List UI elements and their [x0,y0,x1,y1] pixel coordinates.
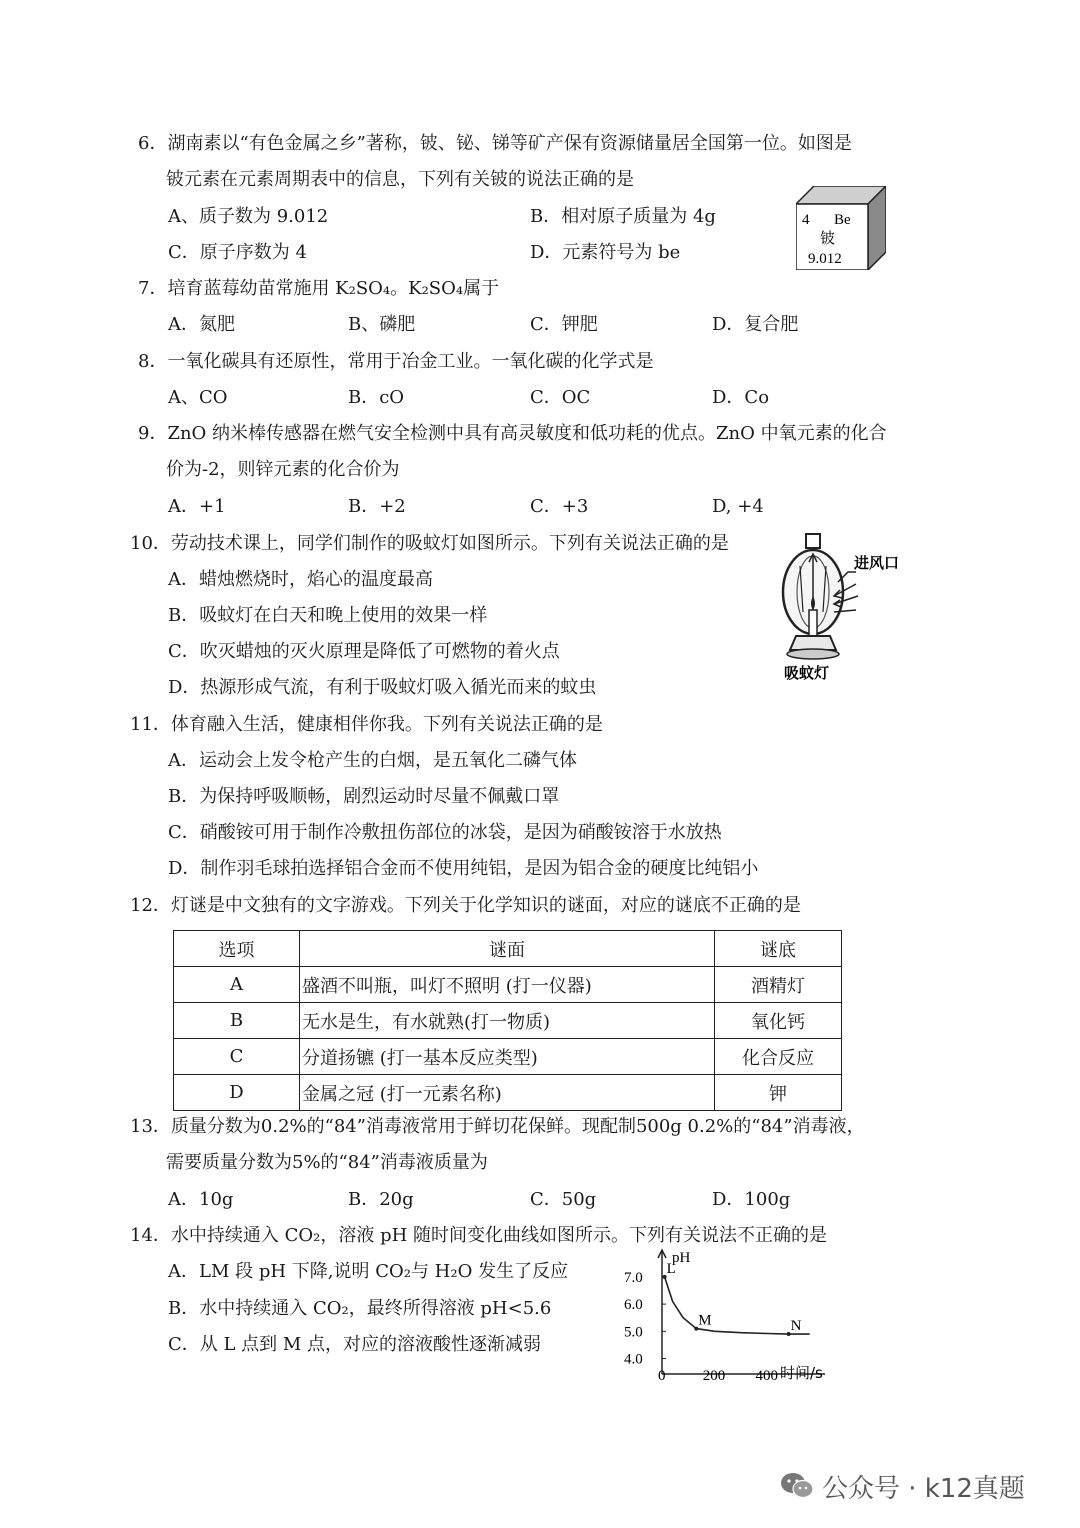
x-tick-label: 0 [658,1368,666,1384]
table-row [174,1003,842,1039]
point-label: M [698,1312,712,1329]
point-label: L [666,1260,676,1277]
q9-option-d: D, +4 [712,496,764,517]
q10-option-c: C．吹灭蜡烛的灭火原理是降低了可燃物的着火点 [168,641,560,662]
q14-option-c: C．从 L 点到 M 点，对应的溶液酸性逐渐减弱 [168,1334,542,1355]
table-cell: 化合反应 [715,1039,842,1075]
q9-stem-line2: 价为-2，则锌元素的化合价为 [166,459,400,480]
table-header: 谜面 [300,931,715,967]
table-header: 选项 [174,931,300,967]
q9-option-b: B．+2 [348,496,406,517]
table-cell: 无水是生，有水就熟(打一物质) [300,1003,715,1039]
table-cell: 氧化钙 [715,1003,842,1039]
lamp-caption: 吸蚊灯 [784,664,830,682]
q11-option-d: D．制作羽毛球拍选择铝合金而不使用纯铝，是因为铝合金的硬度比纯铝小 [168,858,759,879]
q11-option-c: C．硝酸铵可用于制作冷敷扭伤部位的冰袋，是因为硝酸铵溶于水放热 [168,822,722,843]
q14-option-b: B．水中持续通入 CO₂，最终所得溶液 pH<5.6 [168,1298,552,1319]
table-cell: 钾 [715,1075,842,1111]
table-row [174,1039,842,1075]
table-cell: 金属之冠 (打一元素名称) [300,1075,715,1111]
q8-stem: 8．一氧化碳具有还原性，常用于冶金工业。一氧化碳的化学式是 [138,351,654,372]
q9-stem-line1: 9．ZnO 纳米棒传感器在燃气安全检测中具有高灵敏度和低功耗的优点。ZnO 中氧元素的化合 [138,423,887,444]
element-name: 铍 [820,229,836,247]
q14-stem: 14．水中持续通入 CO₂，溶液 pH 随时间变化曲线如图所示。下列有关说法不正确的是 [130,1225,828,1246]
table-cell: A [174,967,300,1003]
q10-stem: 10．劳动技术课上，同学们制作的吸蚊灯如图所示。下列有关说法正确的是 [130,533,729,554]
table-cell: 盛酒不叫瓶，叫灯不照明 (打一仪器) [300,967,715,1003]
ph-curve [662,1277,810,1334]
q8-option-d: D．Co [712,387,770,408]
q9-option-c: C．+3 [530,496,589,517]
q12-stem: 12．灯谜是中文独有的文字游戏。下列关于化学知识的谜面，对应的谜底不正确的是 [130,895,801,916]
q11-stem: 11．体育融入生活，健康相伴你我。下列有关说法正确的是 [130,714,603,735]
q11-option-b: B．为保持呼吸顺畅，剧烈运动时尽量不佩戴口罩 [168,786,560,807]
q13-stem-line1: 13．质量分数为0.2%的“84”消毒液常用于鲜切花保鲜。现配制500g 0.2%的“84”消毒液， [130,1116,865,1137]
y-tick-label: 7.0 [624,1269,643,1286]
q13-option-d: D．100g [712,1189,791,1210]
y-tick-label: 4.0 [624,1351,643,1368]
table-header-row [174,931,842,967]
q7-option-b: B、磷肥 [348,314,416,335]
point-label: N [790,1318,802,1335]
element-mass: 9.012 [808,251,842,267]
q13-option-b: B．20g [348,1189,414,1210]
q6-option-d: D．元素符号为 be [530,242,681,263]
y-tick-label: 5.0 [624,1324,643,1341]
q7-option-d: D．复合肥 [712,314,799,335]
q10-option-b: B．吸蚊灯在白天和晚上使用的效果一样 [168,605,488,626]
mosquito-lamp-figure [776,532,916,682]
riddle-table [173,930,842,1111]
x-tick-label: 400 [755,1368,779,1384]
q13-stem-line2: 需要质量分数为5%的“84”消毒液质量为 [166,1152,488,1173]
watermark-text: 公众号 · k12真题 [822,1473,1025,1504]
q9-option-a: A．+1 [168,496,226,517]
q8-option-a: A、CO [168,387,228,408]
chart-ylabel: pH [672,1250,691,1266]
q6-option-b: B．相对原子质量为 4g [530,206,716,227]
table-row [174,1075,842,1111]
q6-stem-line1: 6．湖南素以“有色金属之乡”著称，铍、铋、锑等矿产保有资源储量居全国第一位。如图是 [138,133,852,154]
q11-option-a: A．运动会上发令枪产生的白烟，是五氧化二磷气体 [168,750,577,771]
q14-option-a: A．LM 段 pH 下降,说明 CO₂与 H₂O 发生了反应 [168,1261,569,1282]
wechat-icon [780,1471,814,1501]
x-tick-label: 200 [702,1368,726,1384]
table-cell: C [174,1039,300,1075]
table-cell: D [174,1075,300,1111]
chart-xlabel: 时间/s [780,1364,823,1382]
q13-option-c: C．50g [530,1189,597,1210]
watermark [780,1464,1025,1508]
q13-option-a: A．10g [168,1189,234,1210]
table-cell: B [174,1003,300,1039]
q6-stem-line2: 铍元素在元素周期表中的信息，下列有关铍的说法正确的是 [166,169,634,190]
q8-option-b: B．cO [348,387,405,408]
y-tick-label: 6.0 [624,1297,643,1314]
lamp-inlet-label: 进风口 [854,554,900,572]
ph-time-chart [620,1248,840,1386]
q6-option-a: A、质子数为 9.012 [168,206,329,227]
table-header: 谜底 [715,931,842,967]
element-symbol: Be [834,212,851,228]
element-number: 4 [802,212,810,228]
table-cell: 分道扬镳 (打一基本反应类型) [300,1039,715,1075]
q7-option-a: A．氮肥 [168,314,235,335]
table-row [174,967,842,1003]
q7-option-c: C．钾肥 [530,314,598,335]
q7-stem: 7．培育蓝莓幼苗常施用 K₂SO₄。K₂SO₄属于 [138,278,500,299]
beryllium-element-card [796,186,886,270]
q6-option-c: C．原子序数为 4 [168,242,307,263]
table-cell: 酒精灯 [715,967,842,1003]
q8-option-c: C．OC [530,387,591,408]
q10-option-d: D．热源形成气流，有利于吸蚊灯吸入循光而来的蚊虫 [168,677,597,698]
q10-option-a: A．蜡烛燃烧时，焰心的温度最高 [168,569,433,590]
